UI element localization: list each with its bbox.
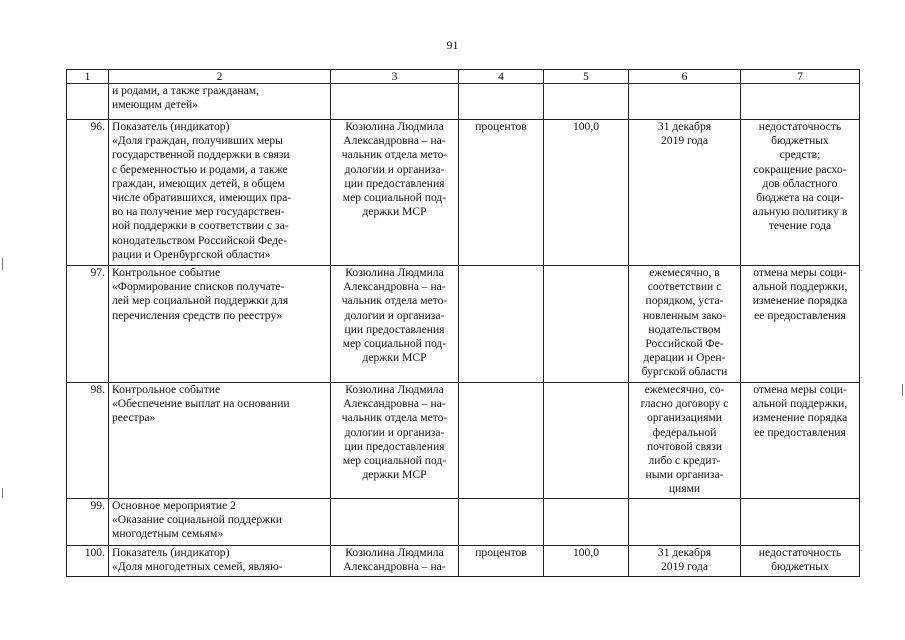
- row-number: 98.: [67, 383, 109, 499]
- deadline: 31 декабря 2019 года: [629, 546, 741, 577]
- row-number: [67, 84, 109, 120]
- scan-edge-mark: [902, 384, 903, 396]
- header-col-1: 1: [67, 70, 109, 84]
- unit-of-measure: [459, 266, 544, 383]
- indicator-text: Контрольное событие «Формирование списков получате- лей мер социальной поддержки для перечисления средств по реестру»: [109, 266, 331, 383]
- program-table: [66, 69, 860, 577]
- table-row: [67, 383, 860, 499]
- header-col-5: 5: [544, 70, 629, 84]
- target-value: [544, 266, 629, 383]
- header-col-4: 4: [459, 70, 544, 84]
- row-number: 96.: [67, 120, 109, 266]
- unit-of-measure: [459, 499, 544, 546]
- deadline: ежемесячно, со- гласно договору с организациями федеральной почтовой связи либо с кредит- ными организа- циями: [629, 383, 741, 499]
- row-number: 97.: [67, 266, 109, 383]
- risk: недостаточность бюджетных средств; сокращение расхо- дов областного бюджета на соци- альную политику в течение года: [741, 120, 860, 266]
- risk: [741, 84, 860, 120]
- risk: недостаточность бюджетных: [741, 546, 860, 577]
- risk: отмена меры соци- альной поддержки, изменение порядка ее предоставления: [741, 383, 860, 499]
- risk: отмена меры соци- альной поддержки, изменение порядка ее предоставления: [741, 266, 860, 383]
- table-row: [67, 266, 860, 383]
- responsible-person: Козюлина Людмила Александровна – на- чальник отдела мето- дологии и организа- ции предоставления мер социальной под- держки МСР: [331, 383, 459, 499]
- target-value: 100,0: [544, 120, 629, 266]
- row-number: 100.: [67, 546, 109, 577]
- header-col-3: 3: [331, 70, 459, 84]
- indicator-text: Контрольное событие «Обеспечение выплат на основании реестра»: [109, 383, 331, 499]
- page-number: 91: [446, 38, 459, 52]
- unit-of-measure: процентов: [459, 120, 544, 266]
- table-row: [67, 84, 860, 120]
- deadline: ежемесячно, в соответствии с порядком, уста- новленным зако- нодательством Российской Фе- дерации и Орен- бургской области: [629, 266, 741, 383]
- deadline: [629, 499, 741, 546]
- indicator-text: и родами, а также гражданам, имеющим детей»: [109, 84, 331, 120]
- deadline: 31 декабря 2019 года: [629, 120, 741, 266]
- header-col-6: 6: [629, 70, 741, 84]
- target-value: [544, 499, 629, 546]
- table-row: [67, 546, 860, 577]
- indicator-text: Основное мероприятие 2 «Оказание социальной поддержки многодетным семьям»: [109, 499, 331, 546]
- scan-edge-mark: [2, 258, 3, 270]
- header-col-2: 2: [109, 70, 331, 84]
- risk: [741, 499, 860, 546]
- header-row: [67, 70, 860, 84]
- responsible-person: [331, 84, 459, 120]
- indicator-text: Показатель (индикатор) «Доля граждан, получивших меры государственной поддержки в связи с беременностью и родами, а также граждан, имеющих детей, в общем числе обратившихся, имеющих пра- во на получение мер государствен- ной поддержки в соответствии с за- конодательством Российской Феде- рации и Оренбургской области»: [109, 120, 331, 266]
- deadline: [629, 84, 741, 120]
- responsible-person: Козюлина Людмила Александровна – на- чальник отдела мето- дологии и организа- ции предоставления мер социальной под- держки МСР: [331, 266, 459, 383]
- table-row: [67, 120, 860, 266]
- table-row: [67, 499, 860, 546]
- responsible-person: Козюлина Людмила Александровна – на-: [331, 546, 459, 577]
- scan-edge-mark: [2, 488, 3, 498]
- target-value: 100,0: [544, 546, 629, 577]
- target-value: [544, 84, 629, 120]
- unit-of-measure: процентов: [459, 546, 544, 577]
- header-col-7: 7: [741, 70, 860, 84]
- unit-of-measure: [459, 383, 544, 499]
- unit-of-measure: [459, 84, 544, 120]
- responsible-person: Козюлина Людмила Александровна – на- чальник отдела мето- дологии и организа- ции предоставления мер социальной под- держки МСР: [331, 120, 459, 266]
- responsible-person: [331, 499, 459, 546]
- target-value: [544, 383, 629, 499]
- indicator-text: Показатель (индикатор) «Доля многодетных семей, являю-: [109, 546, 331, 577]
- row-number: 99.: [67, 499, 109, 546]
